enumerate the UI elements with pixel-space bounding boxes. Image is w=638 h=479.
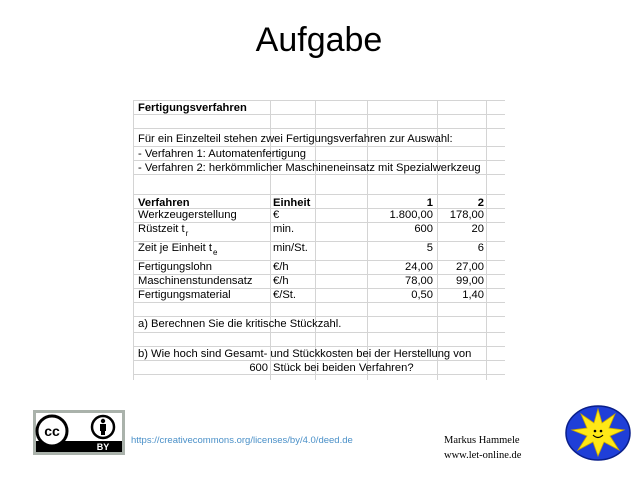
row-label-subscript: e [213,248,218,257]
row-value-verfahren-1: 0,50 [411,289,433,301]
task-b-line-1: b) Wie hoch sind Gesamt- und Stückkosten bei der Herstellung von [138,348,472,360]
row-value-verfahren-1: 1.800,00 [389,209,433,221]
row-label-text: Fertigungsmaterial [138,289,231,301]
sheet-intro: Für ein Einzelteil stehen zwei Fertigungsverfahren zur Auswahl: [138,133,453,145]
row-label [138,260,212,274]
row-unit: €/h [273,275,289,287]
row-label [138,274,252,288]
row-label-text: Maschinenstundensatz [138,275,253,287]
slide-title: Aufgabe [255,21,383,59]
author-block [444,433,521,463]
row-value-verfahren-2: 20 [471,223,484,235]
cc-icon [37,416,67,446]
row-unit: min. [273,223,295,235]
header-verfahren: Verfahren [138,197,190,209]
row-value-verfahren-2: 6 [477,242,484,254]
row-label [138,208,237,222]
row-label [138,288,231,302]
row-value-verfahren-1: 24,00 [405,261,433,273]
row-unit: € [273,209,280,221]
cc-by-license-badge[interactable] [33,410,125,455]
row-unit: min/St. [273,242,308,254]
svg-text:cc: cc [44,423,60,439]
task-a: a) Berechnen Sie die kritische Stückzahl. [138,318,342,330]
row-label-subscript: r [185,229,189,238]
header-verfahren-2: 2 [477,197,484,209]
row-label-text: Rüstzeit t [138,223,185,235]
author-site: www.let-online.de [444,450,522,461]
task-b-quantity: 600 [249,362,268,374]
sheet-heading: Fertigungsverfahren [138,102,247,114]
row-value-verfahren-1: 600 [414,223,433,235]
header-einheit: Einheit [273,197,311,209]
row-label-text: Werkzeugerstellung [138,209,237,221]
row-label-text: Fertigungslohn [138,261,213,273]
license-link[interactable]: https://creativecommons.org/licenses/by/4.0/deed.de [131,435,353,446]
header-verfahren-1: 1 [426,197,433,209]
row-unit: €/St. [273,289,297,301]
sun-logo-icon [564,404,632,462]
task-b-line-2: Stück bei beiden Verfahren? [273,362,414,374]
row-label [138,241,217,256]
row-unit: €/h [273,261,289,273]
row-value-verfahren-2: 1,40 [462,289,484,301]
spreadsheet-excerpt [133,100,505,380]
row-value-verfahren-2: 99,00 [456,275,484,287]
row-value-verfahren-2: 178,00 [449,209,484,221]
person-icon [92,416,114,438]
option-1: - Verfahren 1: Automatenfertigung [138,148,306,160]
row-label-text: Zeit je Einheit t [138,242,212,254]
row-label [138,222,188,237]
author-name: Markus Hammele [444,435,520,446]
row-value-verfahren-1: 78,00 [405,275,433,287]
license-badge-text: BY [96,442,110,452]
row-value-verfahren-1: 5 [426,242,433,254]
row-value-verfahren-2: 27,00 [456,261,484,273]
option-2: - Verfahren 2: herkömmlicher Maschineneinsatz mit Spezialwerkzeug [138,162,481,174]
